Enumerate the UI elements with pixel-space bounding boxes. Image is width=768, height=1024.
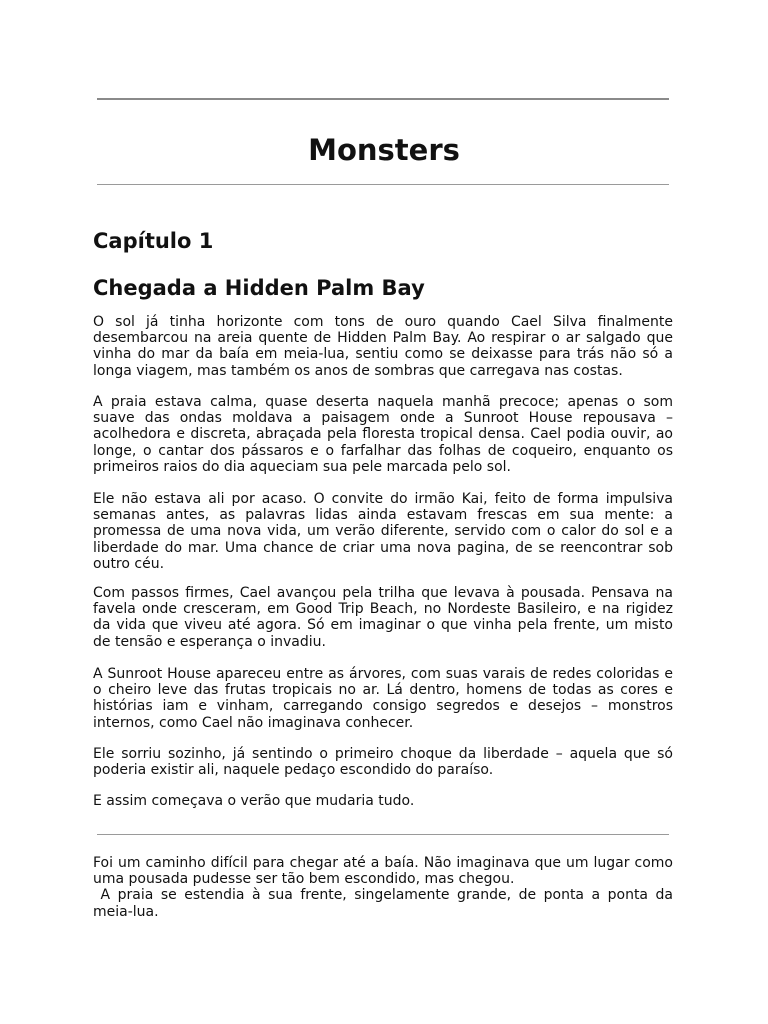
document-title: Monsters (308, 133, 460, 167)
title-underline (97, 184, 669, 185)
paragraph-7: E assim começava o verão que mudaria tudo. (93, 793, 415, 809)
paragraph-4: Com passos firmes, Cael avançou pela trilha que levava à pousada. Pensava na favela onde cresceram, em Good Trip Beach, no Nordeste Basileiro, e na rigidez da vida que viveu até agora. Só em imaginar o que vinha pela frente, um misto de tensão e esperança o invadiu. (93, 585, 673, 650)
top-rule (97, 98, 669, 100)
paragraph-2: A praia estava calma, quase deserta naquela manhã precoce; apenas o som suave das ondas moldava a paisagem onde a Sunroot House repousava – acolhedora e discreta, abraçada pela floresta tropical densa. Cael podia ouvir, ao longe, o cantar dos pássaros e o farfalhar das folhas de coqueiro, enquanto os primeiros raios do dia aqueciam sua pele marcada pelo sol. (93, 394, 673, 475)
section-2-line-1: Foi um caminho difícil para chegar até a baía. Não imaginava que um lugar como uma pousada pudesse ser tão bem escondido, mas chegou. (93, 855, 673, 888)
paragraph-1: O sol já tinha horizonte com tons de ouro quando Cael Silva finalmente desembarcou na areia quente de Hidden Palm Bay. Ao respirar o ar salgado que vinha do mar da baía em meia-lua, sentiu como se deixasse para trás não só a longa viagem, mas também os anos de sombras que carregava nas costas. (93, 314, 673, 379)
paragraph-6: Ele sorriu sozinho, já sentindo o primeiro choque da liberdade – aquela que só poderia existir ali, naquele pedaço escondido do paraíso. (93, 746, 673, 779)
paragraph-5: A Sunroot House apareceu entre as árvores, com suas varais de redes coloridas e o cheiro leve das frutas tropicais no ar. Lá dentro, homens de todas as cores e histórias iam e vinham, carregando consigo segredos e desejos – monstros internos, como Cael não imaginava conhecer. (93, 666, 673, 731)
section-2-line-2: A praia se estendia à sua frente, singelamente grande, de ponta a ponta da meia-lua. (93, 887, 678, 920)
chapter-label: Capítulo 1 (93, 229, 214, 253)
chapter-title: Chegada a Hidden Palm Bay (93, 276, 425, 300)
section-2-text (93, 855, 678, 920)
section-divider (97, 834, 669, 835)
paragraph-3: Ele não estava ali por acaso. O convite do irmão Kai, feito de forma impulsiva semanas antes, as palavras lidas ainda estavam frescas em sua mente: a promessa de uma nova vida, um verão diferente, servido com o calor do sol e a liberdade do mar. Uma chance de criar uma nova pagina, de se reencontrar sob outro céu. (93, 491, 673, 572)
